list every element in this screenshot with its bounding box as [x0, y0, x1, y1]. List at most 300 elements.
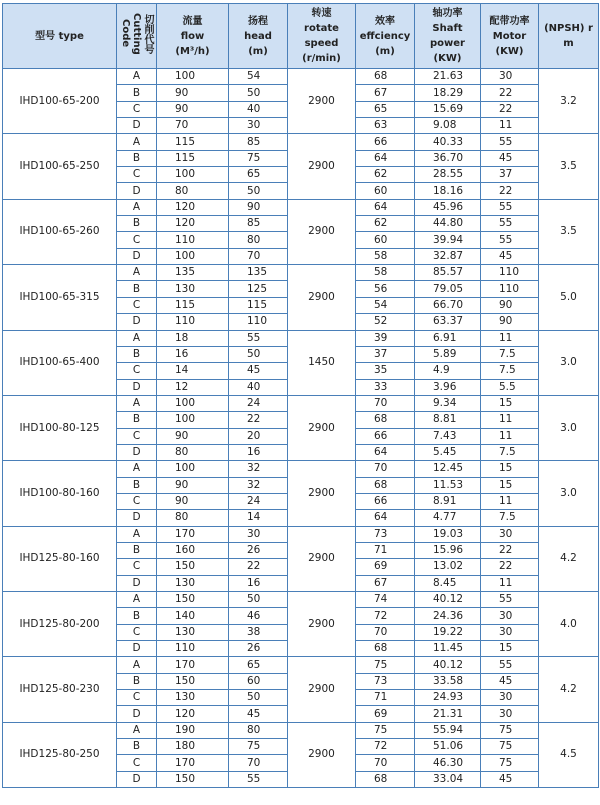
efficiency-cell: 63	[356, 118, 415, 134]
motor-cell: 30	[481, 608, 539, 624]
cutting-code-cell: C	[117, 297, 157, 313]
motor-cell: 55	[481, 592, 539, 608]
npsh-cell: 4.2	[539, 657, 599, 722]
model-cell: IHD125-80-250	[3, 722, 117, 787]
speed-cell: 2900	[288, 265, 356, 330]
cutting-code-cell: A	[117, 134, 157, 150]
header-head: 扬程 head (m)	[229, 4, 288, 69]
flow-cell: 170	[157, 755, 229, 771]
shaft-power-cell: 11.45	[415, 641, 481, 657]
motor-cell: 55	[481, 199, 539, 215]
flow-cell: 80	[157, 444, 229, 460]
cutting-code-cell: B	[117, 739, 157, 755]
cutting-code-cell: C	[117, 167, 157, 183]
model-cell: IHD125-80-160	[3, 526, 117, 591]
efficiency-cell: 68	[356, 477, 415, 493]
speed-cell: 2900	[288, 722, 356, 787]
flow-cell: 100	[157, 395, 229, 411]
flow-cell: 14	[157, 363, 229, 379]
motor-cell: 5.5	[481, 379, 539, 395]
motor-cell: 90	[481, 297, 539, 313]
efficiency-cell: 33	[356, 379, 415, 395]
model-cell: IHD125-80-200	[3, 592, 117, 657]
npsh-cell: 4.2	[539, 526, 599, 591]
efficiency-cell: 35	[356, 363, 415, 379]
cutting-code-cell: A	[117, 722, 157, 738]
head-cell: 45	[229, 706, 288, 722]
header-motor: 配带功率 Motor (KW)	[481, 4, 539, 69]
shaft-power-cell: 21.31	[415, 706, 481, 722]
npsh-cell: 4.0	[539, 592, 599, 657]
head-cell: 60	[229, 673, 288, 689]
shaft-power-cell: 8.91	[415, 493, 481, 509]
cutting-code-cell: C	[117, 363, 157, 379]
efficiency-cell: 39	[356, 330, 415, 346]
head-cell: 22	[229, 412, 288, 428]
npsh-cell: 4.5	[539, 722, 599, 787]
flow-cell: 100	[157, 69, 229, 85]
motor-cell: 30	[481, 624, 539, 640]
shaft-power-cell: 39.94	[415, 232, 481, 248]
head-cell: 26	[229, 542, 288, 558]
head-cell: 125	[229, 281, 288, 297]
motor-cell: 11	[481, 575, 539, 591]
shaft-power-cell: 5.89	[415, 346, 481, 362]
speed-cell: 2900	[288, 526, 356, 591]
shaft-power-cell: 9.34	[415, 395, 481, 411]
head-cell: 30	[229, 118, 288, 134]
cutting-code-cell: D	[117, 575, 157, 591]
motor-cell: 7.5	[481, 444, 539, 460]
efficiency-cell: 62	[356, 167, 415, 183]
efficiency-cell: 64	[356, 150, 415, 166]
efficiency-cell: 37	[356, 346, 415, 362]
table-body	[3, 69, 599, 788]
cutting-code-cell: C	[117, 493, 157, 509]
efficiency-cell: 58	[356, 248, 415, 264]
head-cell: 14	[229, 510, 288, 526]
head-cell: 20	[229, 428, 288, 444]
npsh-cell: 3.2	[539, 69, 599, 134]
shaft-power-cell: 21.63	[415, 69, 481, 85]
flow-cell: 130	[157, 624, 229, 640]
cutting-code-cell: C	[117, 559, 157, 575]
efficiency-cell: 65	[356, 101, 415, 117]
efficiency-cell: 64	[356, 444, 415, 460]
efficiency-cell: 74	[356, 592, 415, 608]
head-cell: 50	[229, 592, 288, 608]
flow-cell: 140	[157, 608, 229, 624]
efficiency-cell: 60	[356, 183, 415, 199]
motor-cell: 75	[481, 722, 539, 738]
shaft-power-cell: 36.70	[415, 150, 481, 166]
model-cell: IHD100-65-250	[3, 134, 117, 199]
flow-cell: 150	[157, 771, 229, 787]
motor-cell: 15	[481, 477, 539, 493]
head-cell: 40	[229, 101, 288, 117]
cutting-code-cell: C	[117, 232, 157, 248]
flow-cell: 150	[157, 592, 229, 608]
head-cell: 50	[229, 183, 288, 199]
efficiency-cell: 69	[356, 706, 415, 722]
flow-cell: 120	[157, 216, 229, 232]
motor-cell: 15	[481, 461, 539, 477]
cutting-code-cell: D	[117, 248, 157, 264]
flow-cell: 12	[157, 379, 229, 395]
shaft-power-cell: 15.96	[415, 542, 481, 558]
flow-cell: 100	[157, 167, 229, 183]
cutting-code-cell: B	[117, 477, 157, 493]
efficiency-cell: 54	[356, 297, 415, 313]
flow-cell: 170	[157, 526, 229, 542]
efficiency-cell: 71	[356, 690, 415, 706]
table-row	[3, 526, 599, 542]
npsh-cell: 3.0	[539, 461, 599, 526]
efficiency-cell: 67	[356, 575, 415, 591]
model-cell: IHD100-80-125	[3, 395, 117, 460]
pump-spec-table	[2, 3, 599, 788]
shaft-power-cell: 40.12	[415, 592, 481, 608]
header-model: 型号 type	[3, 4, 117, 69]
header-flow: 流量 flow (M³/h)	[157, 4, 229, 69]
shaft-power-cell: 19.22	[415, 624, 481, 640]
cutting-code-cell: B	[117, 85, 157, 101]
efficiency-cell: 64	[356, 510, 415, 526]
motor-cell: 110	[481, 281, 539, 297]
npsh-cell: 3.5	[539, 199, 599, 264]
cutting-code-cell: D	[117, 118, 157, 134]
motor-cell: 75	[481, 755, 539, 771]
head-cell: 90	[229, 199, 288, 215]
head-cell: 16	[229, 444, 288, 460]
header-shaft-power: 轴功率 Shaft power (KW)	[415, 4, 481, 69]
efficiency-cell: 75	[356, 722, 415, 738]
shaft-power-cell: 8.45	[415, 575, 481, 591]
shaft-power-cell: 63.37	[415, 314, 481, 330]
motor-cell: 7.5	[481, 346, 539, 362]
head-cell: 22	[229, 559, 288, 575]
model-cell: IHD100-80-160	[3, 461, 117, 526]
cutting-code-cell: B	[117, 412, 157, 428]
speed-cell: 2900	[288, 199, 356, 264]
cutting-code-cell: B	[117, 542, 157, 558]
shaft-power-cell: 18.16	[415, 183, 481, 199]
head-cell: 75	[229, 739, 288, 755]
flow-cell: 150	[157, 559, 229, 575]
flow-cell: 100	[157, 248, 229, 264]
head-cell: 16	[229, 575, 288, 591]
cutting-code-cell: A	[117, 330, 157, 346]
model-cell: IHD125-80-230	[3, 657, 117, 722]
table-row	[3, 592, 599, 608]
head-cell: 70	[229, 248, 288, 264]
shaft-power-cell: 33.04	[415, 771, 481, 787]
efficiency-cell: 60	[356, 232, 415, 248]
motor-cell: 7.5	[481, 363, 539, 379]
shaft-power-cell: 44.80	[415, 216, 481, 232]
flow-cell: 18	[157, 330, 229, 346]
speed-cell: 2900	[288, 69, 356, 134]
table-row	[3, 69, 599, 85]
shaft-power-cell: 85.57	[415, 265, 481, 281]
motor-cell: 90	[481, 314, 539, 330]
head-cell: 40	[229, 379, 288, 395]
motor-cell: 55	[481, 657, 539, 673]
cutting-code-cell: A	[117, 199, 157, 215]
speed-cell: 2900	[288, 592, 356, 657]
header-speed: 转速 rotate speed (r/min)	[288, 4, 356, 69]
header-efficiency: 效率 effciency (m)	[356, 4, 415, 69]
head-cell: 115	[229, 297, 288, 313]
shaft-power-cell: 28.55	[415, 167, 481, 183]
efficiency-cell: 58	[356, 265, 415, 281]
cutting-code-cell: B	[117, 673, 157, 689]
shaft-power-cell: 55.94	[415, 722, 481, 738]
efficiency-cell: 66	[356, 493, 415, 509]
motor-cell: 11	[481, 118, 539, 134]
motor-cell: 110	[481, 265, 539, 281]
motor-cell: 15	[481, 641, 539, 657]
shaft-power-cell: 7.43	[415, 428, 481, 444]
shaft-power-cell: 8.81	[415, 412, 481, 428]
head-cell: 32	[229, 461, 288, 477]
flow-cell: 130	[157, 281, 229, 297]
cutting-code-cell: A	[117, 265, 157, 281]
motor-cell: 30	[481, 690, 539, 706]
flow-cell: 90	[157, 85, 229, 101]
head-cell: 45	[229, 363, 288, 379]
head-cell: 50	[229, 85, 288, 101]
cutting-code-cell: D	[117, 771, 157, 787]
flow-cell: 110	[157, 641, 229, 657]
speed-cell: 2900	[288, 461, 356, 526]
motor-cell: 45	[481, 150, 539, 166]
cutting-code-cell: C	[117, 624, 157, 640]
motor-cell: 11	[481, 493, 539, 509]
speed-cell: 2900	[288, 657, 356, 722]
head-cell: 32	[229, 477, 288, 493]
flow-cell: 150	[157, 673, 229, 689]
shaft-power-cell: 4.77	[415, 510, 481, 526]
shaft-power-cell: 19.03	[415, 526, 481, 542]
model-cell: IHD100-65-200	[3, 69, 117, 134]
efficiency-cell: 69	[356, 559, 415, 575]
shaft-power-cell: 79.05	[415, 281, 481, 297]
head-cell: 75	[229, 150, 288, 166]
shaft-power-cell: 13.02	[415, 559, 481, 575]
motor-cell: 30	[481, 526, 539, 542]
speed-cell: 2900	[288, 134, 356, 199]
flow-cell: 120	[157, 199, 229, 215]
motor-cell: 11	[481, 412, 539, 428]
head-cell: 85	[229, 134, 288, 150]
head-cell: 50	[229, 690, 288, 706]
shaft-power-cell: 32.87	[415, 248, 481, 264]
cutting-code-cell: D	[117, 510, 157, 526]
model-cell: IHD100-65-400	[3, 330, 117, 395]
table-row	[3, 461, 599, 477]
efficiency-cell: 73	[356, 526, 415, 542]
shaft-power-cell: 6.91	[415, 330, 481, 346]
shaft-power-cell: 24.93	[415, 690, 481, 706]
motor-cell: 22	[481, 542, 539, 558]
shaft-power-cell: 18.29	[415, 85, 481, 101]
head-cell: 135	[229, 265, 288, 281]
efficiency-cell: 66	[356, 134, 415, 150]
head-cell: 30	[229, 526, 288, 542]
head-cell: 55	[229, 771, 288, 787]
cutting-code-cell: D	[117, 641, 157, 657]
motor-cell: 45	[481, 248, 539, 264]
efficiency-cell: 70	[356, 624, 415, 640]
shaft-power-cell: 66.70	[415, 297, 481, 313]
head-cell: 50	[229, 346, 288, 362]
efficiency-cell: 66	[356, 428, 415, 444]
head-cell: 38	[229, 624, 288, 640]
flow-cell: 135	[157, 265, 229, 281]
head-cell: 24	[229, 493, 288, 509]
cutting-code-cell: C	[117, 428, 157, 444]
shaft-power-cell: 45.96	[415, 199, 481, 215]
motor-cell: 11	[481, 428, 539, 444]
shaft-power-cell: 24.36	[415, 608, 481, 624]
table-row	[3, 657, 599, 673]
flow-cell: 110	[157, 232, 229, 248]
motor-cell: 45	[481, 673, 539, 689]
head-cell: 65	[229, 657, 288, 673]
motor-cell: 55	[481, 216, 539, 232]
efficiency-cell: 64	[356, 199, 415, 215]
flow-cell: 90	[157, 493, 229, 509]
flow-cell: 16	[157, 346, 229, 362]
efficiency-cell: 62	[356, 216, 415, 232]
npsh-cell: 3.0	[539, 395, 599, 460]
cutting-code-cell: B	[117, 150, 157, 166]
cutting-code-cell: D	[117, 379, 157, 395]
head-cell: 26	[229, 641, 288, 657]
shaft-power-cell: 9.08	[415, 118, 481, 134]
cutting-code-cell: B	[117, 346, 157, 362]
flow-cell: 80	[157, 183, 229, 199]
flow-cell: 70	[157, 118, 229, 134]
motor-cell: 15	[481, 395, 539, 411]
cutting-code-cell: C	[117, 101, 157, 117]
cutting-code-cell: C	[117, 690, 157, 706]
efficiency-cell: 72	[356, 739, 415, 755]
table-row	[3, 265, 599, 281]
efficiency-cell: 67	[356, 85, 415, 101]
head-cell: 70	[229, 755, 288, 771]
shaft-power-cell: 5.45	[415, 444, 481, 460]
flow-cell: 170	[157, 657, 229, 673]
flow-cell: 90	[157, 428, 229, 444]
head-cell: 46	[229, 608, 288, 624]
flow-cell: 130	[157, 575, 229, 591]
efficiency-cell: 52	[356, 314, 415, 330]
head-cell: 65	[229, 167, 288, 183]
head-cell: 80	[229, 722, 288, 738]
shaft-power-cell: 40.12	[415, 657, 481, 673]
motor-cell: 30	[481, 706, 539, 722]
efficiency-cell: 75	[356, 657, 415, 673]
cutting-code-cell: D	[117, 314, 157, 330]
npsh-cell: 3.0	[539, 330, 599, 395]
table-row	[3, 134, 599, 150]
cutting-code-cell: B	[117, 281, 157, 297]
efficiency-cell: 68	[356, 641, 415, 657]
shaft-power-cell: 11.53	[415, 477, 481, 493]
flow-cell: 80	[157, 510, 229, 526]
motor-cell: 30	[481, 69, 539, 85]
table-row	[3, 330, 599, 346]
flow-cell: 100	[157, 412, 229, 428]
cutting-code-cell: D	[117, 706, 157, 722]
cutting-code-cell: C	[117, 755, 157, 771]
flow-cell: 130	[157, 690, 229, 706]
flow-cell: 190	[157, 722, 229, 738]
flow-cell: 90	[157, 477, 229, 493]
flow-cell: 115	[157, 297, 229, 313]
motor-cell: 37	[481, 167, 539, 183]
head-cell: 54	[229, 69, 288, 85]
speed-cell: 2900	[288, 395, 356, 460]
shaft-power-cell: 3.96	[415, 379, 481, 395]
motor-cell: 45	[481, 771, 539, 787]
shaft-power-cell: 4.9	[415, 363, 481, 379]
motor-cell: 22	[481, 85, 539, 101]
shaft-power-cell: 40.33	[415, 134, 481, 150]
cutting-code-cell: B	[117, 608, 157, 624]
npsh-cell: 5.0	[539, 265, 599, 330]
motor-cell: 55	[481, 134, 539, 150]
flow-cell: 115	[157, 150, 229, 166]
cutting-code-cell: A	[117, 657, 157, 673]
shaft-power-cell: 33.58	[415, 673, 481, 689]
table-row	[3, 722, 599, 738]
motor-cell: 11	[481, 330, 539, 346]
shaft-power-cell: 51.06	[415, 739, 481, 755]
flow-cell: 120	[157, 706, 229, 722]
cutting-code-cell: A	[117, 592, 157, 608]
npsh-cell: 3.5	[539, 134, 599, 199]
motor-cell: 22	[481, 559, 539, 575]
motor-cell: 22	[481, 183, 539, 199]
efficiency-cell: 71	[356, 542, 415, 558]
table-row	[3, 395, 599, 411]
cutting-code-cell: A	[117, 526, 157, 542]
flow-cell: 180	[157, 739, 229, 755]
table-row	[3, 199, 599, 215]
head-cell: 80	[229, 232, 288, 248]
motor-cell: 22	[481, 101, 539, 117]
efficiency-cell: 73	[356, 673, 415, 689]
efficiency-cell: 70	[356, 395, 415, 411]
cutting-code-cell: D	[117, 444, 157, 460]
head-cell: 24	[229, 395, 288, 411]
shaft-power-cell: 46.30	[415, 755, 481, 771]
model-cell: IHD100-65-315	[3, 265, 117, 330]
model-cell: IHD100-65-260	[3, 199, 117, 264]
cutting-code-cell: A	[117, 395, 157, 411]
flow-cell: 115	[157, 134, 229, 150]
cutting-code-cell: B	[117, 216, 157, 232]
shaft-power-cell: 15.69	[415, 101, 481, 117]
efficiency-cell: 72	[356, 608, 415, 624]
efficiency-cell: 68	[356, 69, 415, 85]
speed-cell: 1450	[288, 330, 356, 395]
motor-cell: 55	[481, 232, 539, 248]
efficiency-cell: 70	[356, 755, 415, 771]
